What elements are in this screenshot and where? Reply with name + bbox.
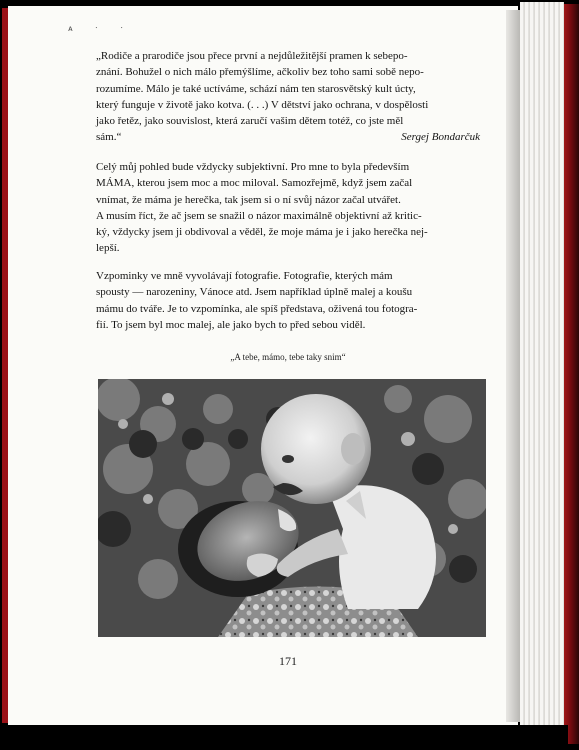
- background-strip: [8, 725, 568, 750]
- paragraph-line: lepší.: [96, 242, 120, 255]
- paragraph-line: vnímat, že máma je herečka, tak jsem si o ní svůj názor začal utvářet.: [96, 193, 401, 206]
- quote-line: sám.“: [96, 131, 122, 144]
- paragraph-line: mámu do tváře. Je to vzpomínka, ale spíš představa, oživená tou fotogra-: [96, 302, 418, 315]
- body-paragraph-1: [96, 159, 480, 257]
- quote-line: „Rodiče a prarodiče jsou přece první a nejdůležitější pramen k sebepo-: [96, 50, 408, 62]
- page-stack-edges: [520, 2, 564, 737]
- paragraph-line: fií. To jsem byl moc malej, ale jako bych to před sebou viděl.: [96, 318, 366, 331]
- book-cover-edge: [564, 4, 579, 744]
- top-print-marks: ᴀ ˑ ˑ: [68, 24, 134, 33]
- paragraph-line: MÁMA, kterou jsem moc a moc miloval. Samozřejmě, když jsem začal: [96, 177, 413, 190]
- quote-line: znání. Bohužel o nich málo přemýšlíme, ačkoliv bez toho sami sobě nepo-: [96, 66, 424, 79]
- photo-illustration-icon: [98, 379, 486, 637]
- paragraph-line: Celý můj pohled bude vždycky subjektivní. Pro mne to byla především: [96, 161, 410, 173]
- paragraph-line: A musím říct, že ač jsem se snažil o názor maximálně objektivní až kritic-: [96, 209, 422, 222]
- quote-line: rozumíme. Málo je také uctíváme, schází nám ten starosvětský kult úcty,: [96, 82, 416, 95]
- body-paragraph-2: [96, 268, 480, 333]
- page-gutter-shadow: [506, 10, 520, 722]
- paragraph-line: ký, vždycky jsem ji obdivoval a věděl, že moje máma je i jako herečka nej-: [96, 226, 428, 239]
- photo-mother-and-baby: [98, 379, 486, 637]
- quote-line: který funguje v životě jako kotva. (. . .) V dětství jako ochrana, v dospělosti: [96, 98, 429, 111]
- quote-line: jako řetěz, jako souvislost, která zaručí vašim dětem totéž, co jste měl: [96, 115, 404, 128]
- photo-caption: „A tebe, mámo, tebe taky snim“: [230, 352, 346, 362]
- quote-paragraph: [96, 48, 480, 146]
- book-page: [8, 6, 518, 725]
- paragraph-line: Vzpominky ve mně vyvolávají fotografie. Fotografie, kterých mám: [96, 270, 393, 282]
- paragraph-line: spousty — narozeniny, Vánoce atd. Jsem například úplně malej a koušu: [96, 286, 413, 299]
- quote-author: Sergej Bondarčuk: [401, 131, 480, 144]
- page-number: 171: [279, 654, 297, 668]
